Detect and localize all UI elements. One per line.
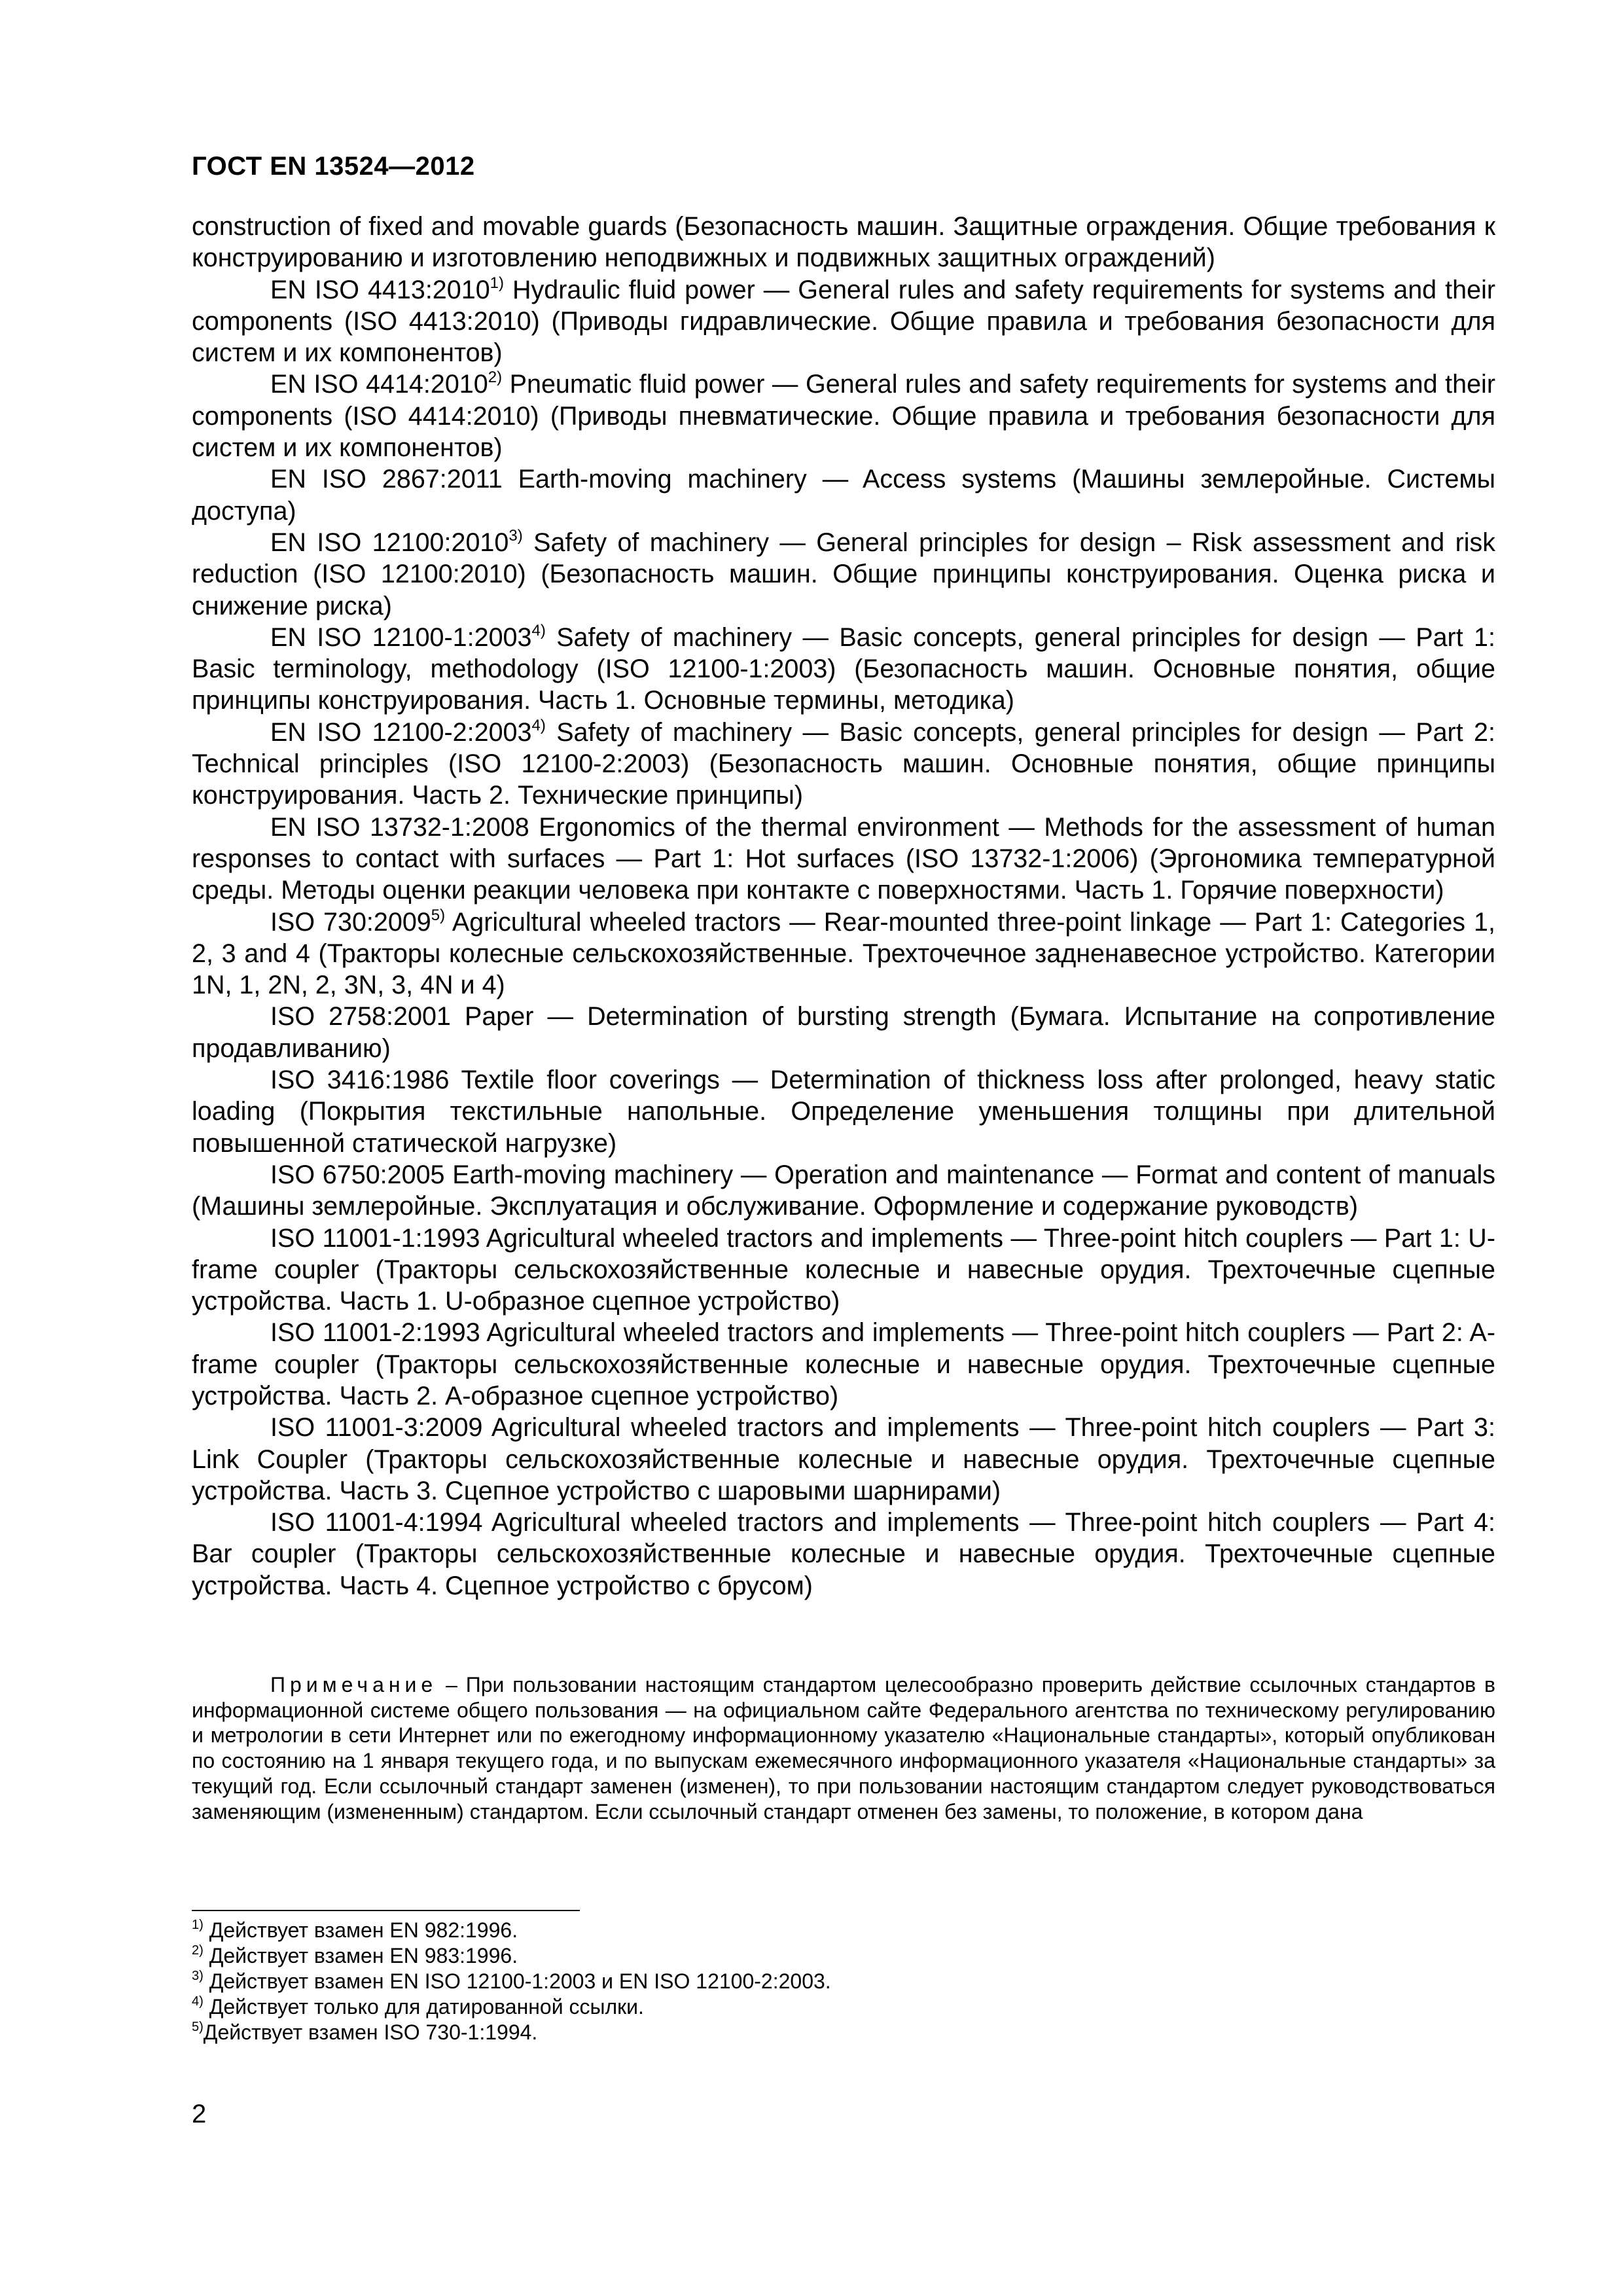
reference-text: Hydraulic fluid power — General rules and safety requirements for systems and their components (ISO 4413:2010) (Приводы гидравлические. Общие правила и требования безопасности для систем и их компонентов) [192, 275, 1495, 368]
footnote-mark: 1) [490, 274, 505, 292]
reference-paragraph: ISO 3416:1986 Textile floor coverings — Determination of thickness loss after prolonged, heavy static loading (Покрытия текстильные напольные. Определение уменьшения толщины при длительной повышенной статической нагрузке) [192, 1066, 1495, 1158]
footnote-mark: 1) [192, 1918, 204, 1932]
footnote [192, 1943, 1495, 1969]
footnote-text: Действует взамен EN 982:1996. [203, 1918, 518, 1942]
footnote-mark: 2) [488, 368, 503, 387]
footnote-mark: 3) [508, 526, 523, 545]
footnote-mark: 4) [531, 716, 546, 734]
note-text: – При пользовании настоящим стандартом целесообразно проверить действие ссылочных стандартов в информационной системе общего пользования — на официальном сайте Федерального агентства по техническому регулированию и метрологии в сети Интернет или по ежегодному информационному указателю «Национальные стандарты», который опубликован по состоянию на 1 января текущего года, и по выпускам ежемесячного информационного указателя «Национальные стандарты» за текущий год. Если ссылочный стандарт заменен (изменен), то при пользовании настоящим стандартом следует руководствоваться заменяющим (измененным) стандартом. Если ссылочный стандарт отменен без замены, то положение, в котором дана [192, 1673, 1495, 1823]
reference-paragraph [192, 717, 1495, 812]
reference-paragraph: ISO 2758:2001 Paper — Determination of bursting strength (Бумага. Испытание на сопротивление продавливанию) [192, 1002, 1495, 1063]
reference-code: EN ISO 12100-1:2003 [270, 622, 532, 652]
footnote-mark: 4) [192, 1994, 204, 2009]
reference-paragraph: ISO 11001-2:1993 Agricultural wheeled tractors and implements — Three-point hitch couplers — Part 2: A-frame coupler (Тракторы сельскохозяйственные колесные и навесные орудия. Трехточечные сцепные устройства. Часть 2. А-образное сцепное устройство) [192, 1318, 1495, 1410]
note-label: Примечание [270, 1673, 438, 1696]
reference-paragraph: ISO 11001-1:1993 Agricultural wheeled tractors and implements — Three-point hitch couplers — Part 1: U-frame coupler (Тракторы сельскохозяйственные колесные и навесные орудия. Трехточечные сцепные устройства. Часть 1. U-образное сцепное устройство) [192, 1223, 1495, 1316]
reference-paragraph [192, 368, 1495, 463]
footnote-mark: 5) [192, 2020, 204, 2034]
reference-paragraph: EN ISO 2867:2011 Earth-moving machinery — Access systems (Машины землеройные. Системы доступа) [192, 465, 1495, 526]
footnote [192, 1994, 1495, 2020]
reference-text: Safety of machinery — General principles for design – Risk assessment and risk reduction (ISO 12100:2010) (Безопасность машин. Общие принципы конструирования. Оценка риска и снижение риска) [192, 528, 1495, 620]
reference-paragraph [192, 274, 1495, 369]
footnote-mark: 3) [192, 1969, 204, 1983]
reference-paragraph: ISO 6750:2005 Earth-moving machinery — Operation and maintenance — Format and content of manuals (Машины землеройные. Эксплуатация и обслуживание. Оформление и содержание руководств) [192, 1160, 1495, 1221]
reference-paragraph: ISO 11001-3:2009 Agricultural wheeled tractors and implements — Three-point hitch couplers — Part 3: Link Coupler (Тракторы сельскохозяйственные колесные и навесные орудия. Трехточечные сцепные устройства. Часть 3. Сцепное устройство с шаровыми шарнирами) [192, 1413, 1495, 1505]
footnote-text: Действует взамен ISO 730-1:1994. [203, 2020, 538, 2044]
footnote-mark: 5) [431, 906, 446, 924]
footnote-text: Действует взамен EN ISO 12100-1:2003 и EN ISO 12100-2:2003. [203, 1969, 831, 1993]
footnote [192, 2020, 1495, 2045]
footnote-text: Действует только для датированной ссылки. [203, 1995, 644, 2018]
footnote-mark: 4) [531, 621, 546, 639]
reference-text: Safety of machinery — Basic concepts, general principles for design — Part 1: Basic terminology, methodology (ISO 12100-1:2003) (Безопасность машин. Основные понятия, общие принципы конструирования. Часть 1. Основные термины, методика) [192, 622, 1495, 715]
reference-paragraph [192, 622, 1495, 717]
reference-text: Pneumatic fluid power — General rules and safety requirements for systems and their components (ISO 4414:2010) (Приводы пневматические. Общие правила и требования безопасности для систем и их компонентов) [192, 370, 1495, 463]
footnotes [192, 1918, 1495, 2045]
normative-references [192, 211, 1495, 1602]
reference-paragraph: construction of fixed and movable guards (Безопасность машин. Защитные ограждения. Общие требования к конструированию и изготовлению неподвижных и подвижных защитных ограждений) [192, 212, 1495, 273]
reference-paragraph: EN ISO 13732-1:2008 Ergonomics of the thermal environment — Methods for the assessment of human responses to contact with surfaces — Part 1: Hot surfaces (ISO 13732-1:2006) (Эргономика температурной среды. Методы оценки реакции человека при контакте с поверхностями. Часть 1. Горячие поверхности) [192, 812, 1495, 905]
reference-code: EN ISO 12100-2:2003 [270, 717, 532, 747]
note-paragraph [192, 1672, 1495, 1824]
reference-text: Safety of machinery — Basic concepts, general principles for design — Part 2: Technical principles (ISO 12100-2:2003) (Безопасность машин. Основные понятия, общие принципы конструирования. Часть 2. Технические принципы) [192, 717, 1495, 810]
reference-code: ISO 730:2009 [270, 907, 431, 937]
reference-paragraph [192, 527, 1495, 622]
reference-code: EN ISO 12100:2010 [270, 528, 509, 557]
footnote-divider [192, 1910, 580, 1911]
reference-paragraph: ISO 11001-4:1994 Agricultural wheeled tractors and implements — Three-point hitch couplers — Part 4: Bar coupler (Тракторы сельскохозяйственные колесные и навесные орудия. Трехточечные сцепные устройства. Часть 4. Сцепное устройство с брусом) [192, 1508, 1495, 1600]
page-number: 2 [192, 2100, 207, 2128]
footnote [192, 1969, 1495, 1994]
reference-text: Agricultural wheeled tractors — Rear-mounted three-point linkage — Part 1: Categories 1, 2, 3 and 4 (Тракторы колесные сельскохозяйственные. Трехточечное задненавесное устройство. Категории 1N, 1, 2N, 2, 3N, 3, 4N и 4) [192, 907, 1495, 1000]
footnote-mark: 2) [192, 1943, 204, 1958]
document-header: ГОСТ EN 13524—2012 [192, 152, 475, 181]
reference-code: EN ISO 4414:2010 [270, 370, 488, 399]
footnote-text: Действует взамен EN 983:1996. [203, 1944, 518, 1967]
footnote [192, 1918, 1495, 1943]
reference-code: EN ISO 4413:2010 [270, 275, 490, 304]
reference-paragraph [192, 906, 1495, 1001]
